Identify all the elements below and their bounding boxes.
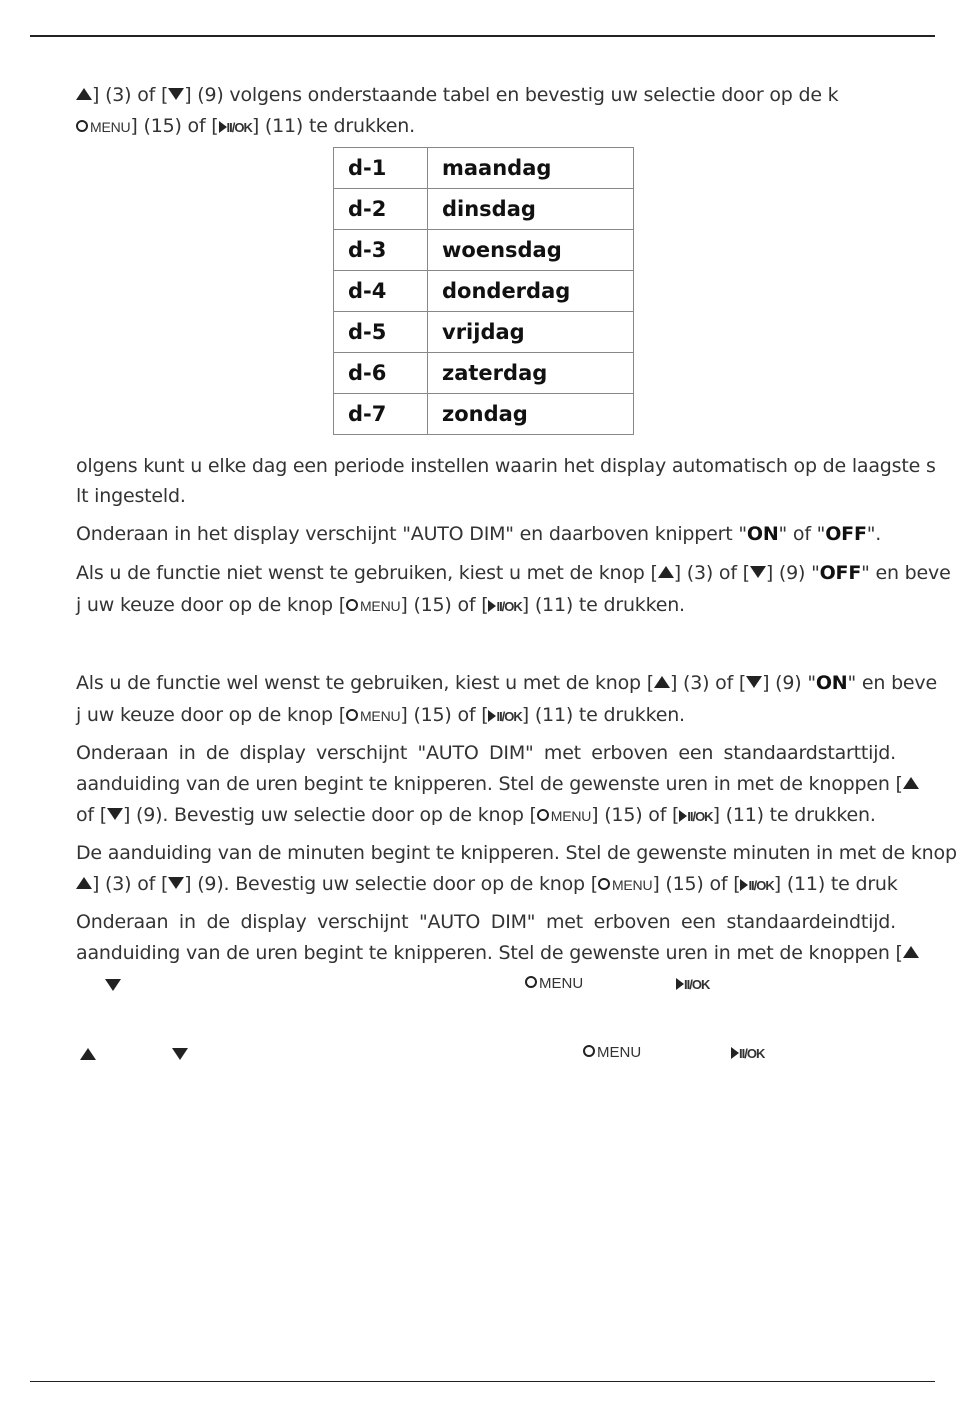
down-arrow-icon bbox=[750, 566, 766, 578]
power-icon bbox=[525, 976, 537, 988]
day-name: vrijdag bbox=[428, 312, 634, 353]
play-icon bbox=[219, 121, 227, 133]
up-arrow-icon bbox=[658, 566, 674, 578]
table-row bbox=[334, 394, 634, 435]
day-name: donderdag bbox=[428, 271, 634, 312]
down-arrow-icon bbox=[168, 877, 184, 889]
table-row bbox=[334, 230, 634, 271]
day-name: zondag bbox=[428, 394, 634, 435]
table-row bbox=[334, 312, 634, 353]
para4-line-1: Als u de functie wel wenst te gebruiken, kiest u met de knop [ ] (3) of [ ] (9) "ON" en beve bbox=[76, 672, 937, 694]
down-arrow-icon bbox=[105, 979, 121, 991]
para6-line-1: De aanduiding van de minuten begint te knipperen. Stel de gewenste minuten in met de knop bbox=[76, 842, 957, 864]
day-code: d-1 bbox=[334, 148, 428, 189]
footer-rule bbox=[30, 1381, 935, 1382]
ok-fragment: II/OK bbox=[731, 1045, 764, 1062]
power-icon bbox=[346, 709, 358, 721]
play-icon bbox=[731, 1047, 739, 1059]
power-icon bbox=[346, 599, 358, 611]
para6-line-2: ] (3) of [ ] (9). Bevestig uw selectie door op de knop [ MENU] (15) of [ II/OK] (11) te druk bbox=[76, 871, 896, 899]
up-arrow-icon bbox=[903, 946, 919, 958]
down-arrow-icon bbox=[746, 676, 762, 688]
para3-line-2: j uw keuze door op de knop [ MENU] (15) of [ II/OK] (11) te drukken. bbox=[76, 594, 685, 616]
day-code: d-4 bbox=[334, 271, 428, 312]
up-arrow-icon bbox=[76, 877, 92, 889]
power-icon bbox=[537, 809, 549, 821]
para2-line: Onderaan in het display verschijnt "AUTO DIM" en daarboven knippert "ON" of "OFF". bbox=[76, 523, 882, 545]
weekday-table bbox=[333, 147, 634, 435]
down-arrow-icon bbox=[107, 808, 123, 820]
para7-line-1: Onderaan in de display verschijnt "AUTO DIM" met erboven een standaardeindtijd. bbox=[76, 911, 896, 933]
menu-fragment: MENU bbox=[525, 975, 583, 992]
table-row bbox=[334, 189, 634, 230]
para5-line-2: aanduiding van de uren begint te knipperen. Stel de gewenste uren in met de knoppen [ bbox=[76, 771, 896, 797]
day-name: woensdag bbox=[428, 230, 634, 271]
table-row bbox=[334, 271, 634, 312]
day-code: d-5 bbox=[334, 312, 428, 353]
para1-line-2: lt ingesteld. bbox=[76, 485, 186, 507]
play-icon bbox=[676, 978, 684, 990]
up-arrow-icon bbox=[76, 88, 92, 100]
down-arrow-icon bbox=[168, 88, 184, 100]
up-arrow-icon bbox=[903, 777, 919, 789]
intro-line-1: ] (3) of [ ] (9) volgens onderstaande tabel en bevestig uw selectie door op de k bbox=[76, 82, 896, 108]
power-icon bbox=[598, 878, 610, 890]
power-icon bbox=[76, 120, 88, 132]
day-name: zaterdag bbox=[428, 353, 634, 394]
up-arrow-icon bbox=[80, 1048, 96, 1060]
day-code: d-7 bbox=[334, 394, 428, 435]
ok-fragment: II/OK bbox=[676, 976, 709, 993]
down-arrow-icon bbox=[172, 1048, 188, 1060]
day-name: maandag bbox=[428, 148, 634, 189]
intro-line-2: MENU] (15) of [ II/OK] (11) te drukken. bbox=[76, 113, 896, 141]
para3-line-1: Als u de functie niet wenst te gebruiken, kiest u met de knop [ ] (3) of [ ] (9) "OFF" en beve bbox=[76, 562, 951, 584]
day-code: d-2 bbox=[334, 189, 428, 230]
para5-line-1: Onderaan in de display verschijnt "AUTO DIM" met erboven een standaardstarttijd. bbox=[76, 742, 896, 764]
table-row bbox=[334, 148, 634, 189]
para7-line-2: aanduiding van de uren begint te knipperen. Stel de gewenste uren in met de knoppen [ bbox=[76, 940, 896, 960]
menu-fragment: MENU bbox=[583, 1044, 641, 1061]
day-code: d-6 bbox=[334, 353, 428, 394]
day-code: d-3 bbox=[334, 230, 428, 271]
day-name: dinsdag bbox=[428, 189, 634, 230]
power-icon bbox=[583, 1045, 595, 1057]
para5-line-3: of [ ] (9). Bevestig uw selectie door op de knop [ MENU] (15) of [ II/OK] (11) te drukken. bbox=[76, 804, 876, 826]
para1-line-1: olgens kunt u elke dag een periode instellen waarin het display automatisch op de laagste s bbox=[76, 455, 936, 477]
table-row bbox=[334, 353, 634, 394]
para4-line-2: j uw keuze door op de knop [ MENU] (15) of [ II/OK] (11) te drukken. bbox=[76, 704, 685, 726]
up-arrow-icon bbox=[654, 676, 670, 688]
